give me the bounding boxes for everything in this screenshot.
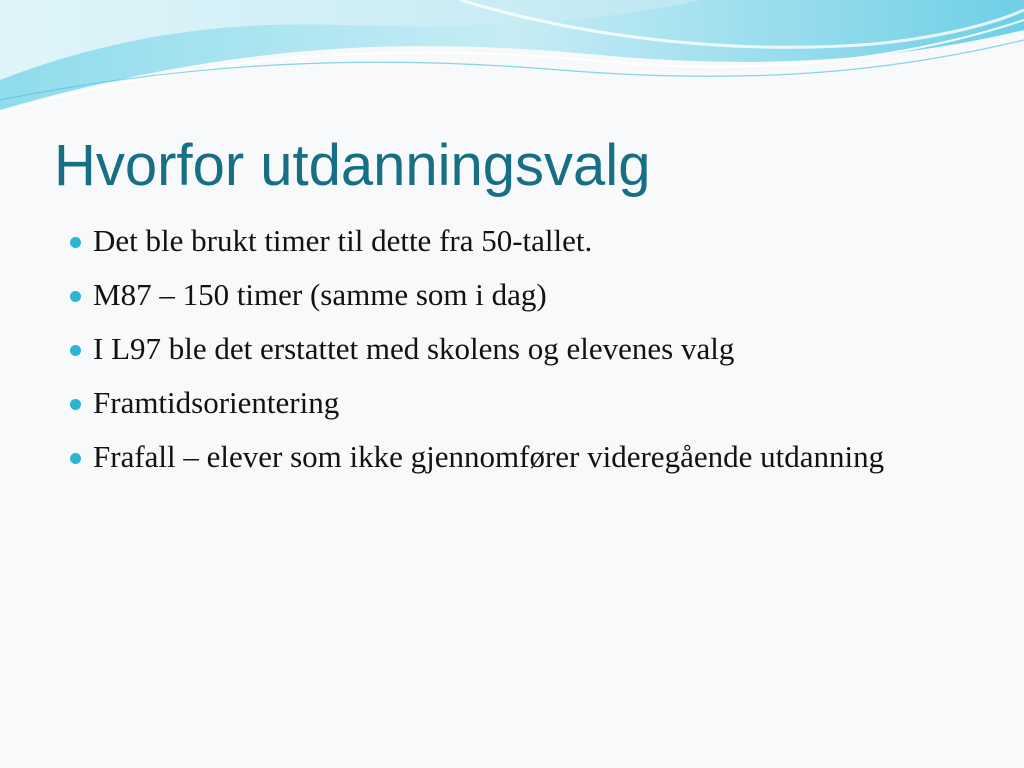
bullet-text: I L97 ble det erstattet med skolens og elevenes valg — [93, 331, 735, 366]
bullet-text: Det ble brukt timer til dette fra 50-tallet. — [93, 223, 593, 258]
bullet-dot-icon — [70, 453, 81, 464]
bullet-dot-icon — [70, 291, 81, 302]
bullet-item — [70, 222, 970, 260]
bullet-dot-icon — [70, 237, 81, 248]
bullet-text: Frafall – elever som ikke gjennomfører videregående utdanning — [93, 439, 885, 474]
bullet-item — [70, 438, 970, 476]
header-wave-decoration — [0, 0, 1024, 130]
bullet-dot-icon — [70, 345, 81, 356]
bullet-dot-icon — [70, 399, 81, 410]
bullet-item — [70, 330, 970, 368]
bullet-list — [70, 222, 970, 492]
bullet-item — [70, 384, 970, 422]
bullet-item — [70, 276, 970, 314]
bullet-text: M87 – 150 timer (samme som i dag) — [93, 277, 547, 312]
bullet-text: Framtidsorientering — [93, 385, 340, 420]
slide-title: Hvorfor utdanningsvalg — [54, 133, 651, 198]
